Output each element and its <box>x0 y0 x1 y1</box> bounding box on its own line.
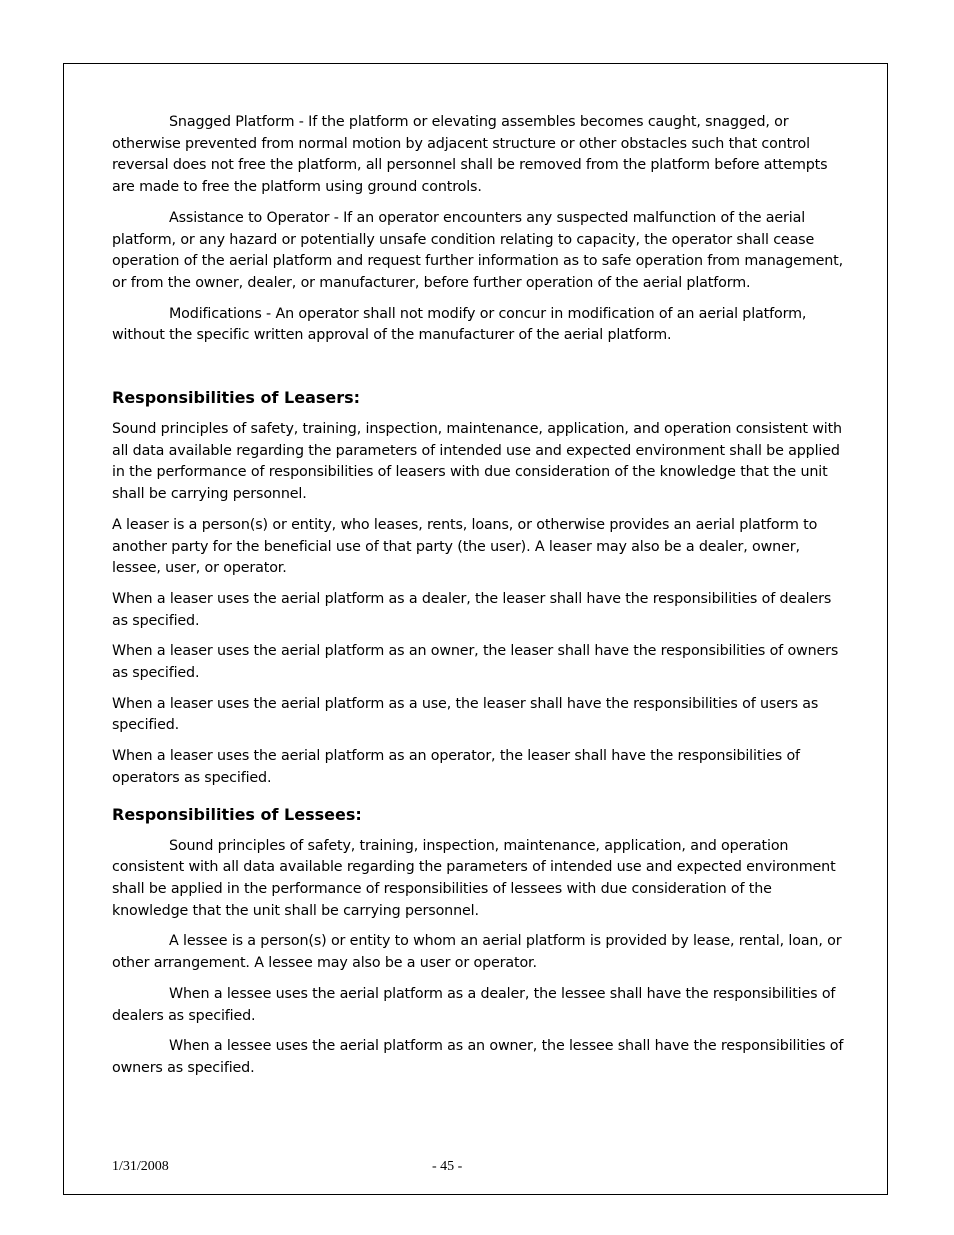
leasers-section <box>112 387 847 790</box>
leasers-paragraph: When a leaser uses the aerial platform as a use, the leaser shall have the responsibilities of users as specified. <box>112 695 819 734</box>
lessees-heading: Responsibilities of Lessees: <box>112 804 362 824</box>
leasers-paragraph: A leaser is a person(s) or entity, who leases, rents, loans, or otherwise provides an aerial platform to another party for the beneficial use of that party (the user). A leaser may also be a dealer, owner, lessee, user, or operator. <box>112 516 818 577</box>
leasers-paragraph: When a leaser uses the aerial platform as a dealer, the leaser shall have the responsibilities of dealers as specified. <box>112 590 832 629</box>
footer-page-number: - 45 - <box>432 1159 463 1174</box>
snagged-platform-paragraph: Snagged Platform - If the platform or elevating assembles becomes caught, snagged, or otherwise prevented from normal motion by adjacent structure or other obstacles such that control reversal does not free the platform, all personnel shall be removed from the platform before attempts are made to free the platform using ground controls. <box>112 114 828 196</box>
assistance-to-operator-paragraph: Assistance to Operator - If an operator encounters any suspected malfunction of the aerial platform, or any hazard or potentially unsafe condition relating to capacity, the operator shall cease operation of the aerial platform and request further information as to safe operation from management, or from the owner, dealer, or manufacturer, before further operation of the aerial platform. <box>112 209 844 291</box>
lessees-paragraph: When a lessee uses the aerial platform as a dealer, the lessee shall have the responsibilities of dealers as specified. <box>112 985 836 1024</box>
document-body <box>112 112 847 1089</box>
lessees-section <box>112 804 847 1080</box>
operator-section <box>112 112 847 347</box>
leasers-heading: Responsibilities of Leasers: <box>112 388 361 408</box>
leasers-paragraph: When a leaser uses the aerial platform as an operator, the leaser shall have the responsibilities of operators as specified. <box>112 748 800 786</box>
leasers-paragraph: Sound principles of safety, training, inspection, maintenance, application, and operation consistent with all data available regarding the parameters of intended use and expected environment shall be applied in the performance of responsibilities of leasers with due consideration of the knowledge that the unit shall be carrying personnel. <box>112 421 842 503</box>
lessees-paragraph: When a lessee uses the aerial platform as an owner, the lessee shall have the responsibilities of owners as specified. <box>112 1038 844 1076</box>
modifications-paragraph: Modifications - An operator shall not modify or concur in modification of an aerial platform, without the specific written approval of the manufacturer of the aerial platform. <box>112 305 807 344</box>
footer-date: 1/31/2008 <box>112 1159 169 1174</box>
lessees-paragraph: A lessee is a person(s) or entity to whom an aerial platform is provided by lease, rental, loan, or other arrangement. A lessee may also be a user or operator. <box>112 933 842 972</box>
leasers-paragraph: When a leaser uses the aerial platform as an owner, the leaser shall have the responsibilities of owners as specified. <box>112 643 839 682</box>
lessees-paragraph: Sound principles of safety, training, inspection, maintenance, application, and operation consistent with all data available regarding the parameters of intended use and expected environment shall be applied in the performance of responsibilities of lessees with due consideration of the knowledge that the unit shall be carrying personnel. <box>112 837 836 919</box>
